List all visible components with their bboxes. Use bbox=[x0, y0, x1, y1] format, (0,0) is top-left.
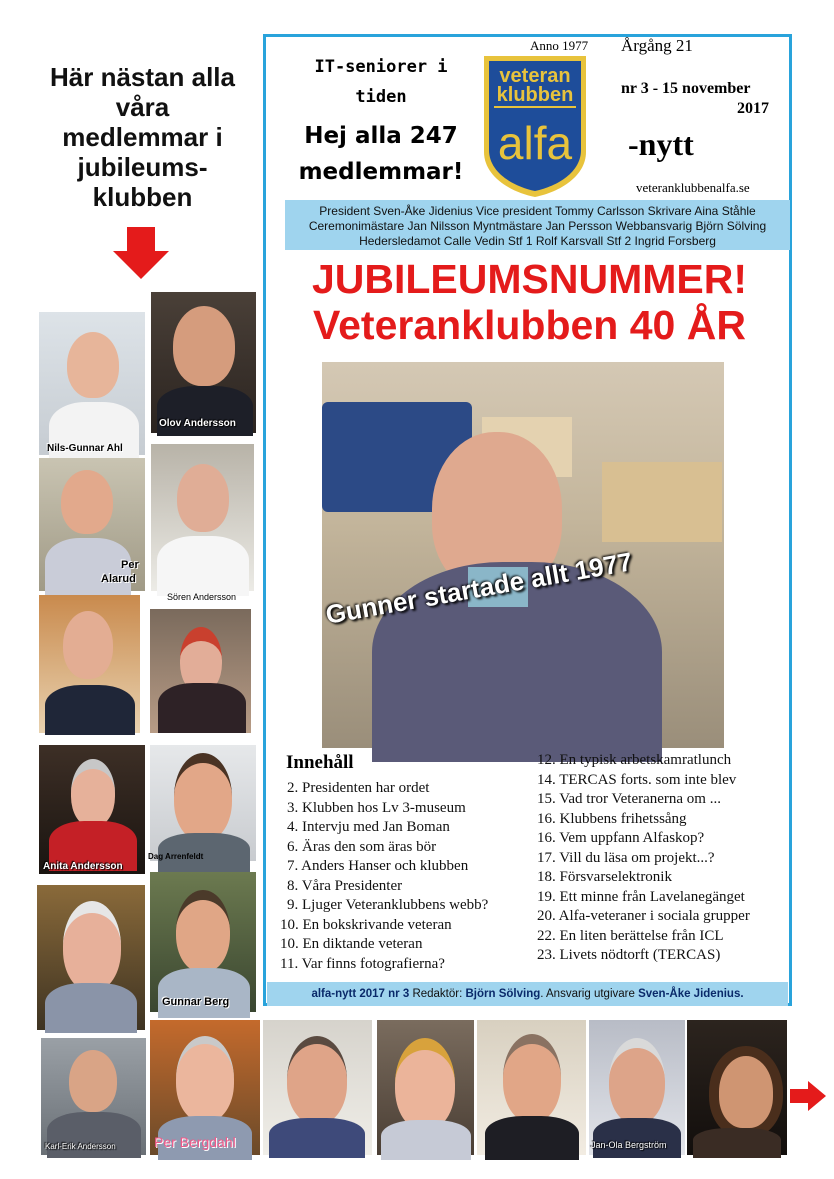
nytt-title: -nytt bbox=[628, 126, 694, 162]
toc-item[interactable]: 22. En liten berättelse från ICL bbox=[537, 927, 724, 944]
footer-publication: alfa-nytt 2017 nr 3 bbox=[311, 988, 410, 1000]
tagline bbox=[296, 52, 466, 112]
toc-item[interactable]: 8. Våra Presidenter bbox=[287, 877, 403, 894]
member-photo bbox=[39, 595, 140, 733]
left-title-line: Här nästan alla bbox=[50, 62, 235, 92]
member-photo bbox=[150, 1020, 260, 1155]
toc-item[interactable]: 14. TERCAS forts. som inte blev bbox=[537, 771, 737, 788]
member-photo bbox=[377, 1020, 474, 1155]
greeting bbox=[287, 118, 475, 190]
headline bbox=[265, 256, 794, 348]
greeting-line: medlemmar! bbox=[298, 159, 464, 185]
toc-item[interactable]: 10. En diktande veteran bbox=[280, 936, 423, 952]
board-line: President Sven-Åke Jidenius Vice president Tommy Carlsson Skrivare Aina Ståhle bbox=[319, 204, 756, 218]
photo-caption: Sören Andersson bbox=[167, 592, 237, 602]
logo-text: klubben bbox=[496, 84, 574, 106]
member-photo bbox=[39, 312, 145, 455]
footer-band: alfa-nytt 2017 nr 3 Redaktör: Björn Sölving. Ansvarig utgivare Sven-Åke Jidenius. bbox=[267, 982, 788, 1006]
photo-caption: Gunnar Berg bbox=[162, 996, 230, 1008]
toc-item[interactable]: 10. En bokskrivande veteran bbox=[280, 916, 452, 933]
toc-item[interactable]: 16. Vem uppfann Alfaskop? bbox=[537, 830, 705, 846]
photo-caption: Nils-Gunnar Ahl bbox=[47, 443, 123, 454]
anno: Anno 1977 bbox=[530, 38, 589, 53]
footer-editor-label: Redaktör: bbox=[412, 988, 463, 1000]
member-photo bbox=[589, 1020, 685, 1155]
toc-item[interactable]: 9. Ljuger Veteranklubbens webb? bbox=[287, 897, 489, 913]
member-photo bbox=[477, 1020, 586, 1155]
photo-caption: Per bbox=[121, 559, 139, 571]
left-title-line: jubileums- bbox=[77, 152, 208, 182]
member-photo bbox=[151, 292, 256, 433]
board-members bbox=[285, 200, 790, 250]
toc-item[interactable]: 3. Klubben hos Lv 3-museum bbox=[287, 799, 466, 816]
issue-year: 2017 bbox=[737, 100, 769, 117]
toc-item[interactable]: 2. Presidenten har ordet bbox=[287, 780, 430, 796]
tagline-line: tiden bbox=[355, 87, 407, 107]
toc-item[interactable]: 6. Äras den som äras bör bbox=[287, 838, 437, 855]
toc-item[interactable]: 23. Livets nödtorft (TERCAS) bbox=[537, 947, 721, 963]
member-photo bbox=[263, 1020, 372, 1155]
headline-line: Veteranklubben 40 ÅR bbox=[313, 302, 746, 348]
board-line: Hedersledamot Calle Vedin Stf 1 Rolf Karsvall Stf 2 Ingrid Forsberg bbox=[359, 234, 716, 248]
photo-caption: Olov Andersson bbox=[159, 418, 236, 429]
toc-list-right bbox=[537, 751, 750, 966]
member-photo bbox=[150, 609, 251, 733]
headline-line: JUBILEUMSNUMMER! bbox=[311, 256, 748, 302]
toc-heading: Innehåll bbox=[286, 752, 354, 773]
toc-item[interactable]: 7. Anders Hanser och klubben bbox=[287, 858, 469, 874]
toc-list-left bbox=[280, 779, 488, 974]
toc-item[interactable]: 11. Var finns fotografierna? bbox=[280, 955, 445, 972]
main-photo-caption: Gunner startade allt 1977 bbox=[323, 546, 635, 630]
member-photo bbox=[39, 745, 145, 874]
member-photo bbox=[150, 745, 256, 861]
veteranklubben-alfa-logo bbox=[480, 54, 590, 199]
logo-text: alfa bbox=[497, 117, 573, 169]
footer-responsible-label: Ansvarig utgivare bbox=[546, 988, 635, 1000]
photo-caption: Per Bergdahl bbox=[154, 1134, 236, 1150]
member-photo bbox=[150, 872, 256, 1012]
footer-responsible: Sven-Åke Jidenius. bbox=[638, 988, 744, 1000]
argang: Årgång 21 bbox=[621, 36, 693, 55]
right-arrow-icon bbox=[790, 1081, 826, 1111]
member-photo bbox=[687, 1020, 787, 1155]
board-line: Ceremonimästare Jan Nilsson Myntmästare Jan Persson Webbansvarig Björn Sölving bbox=[308, 219, 767, 233]
photo-caption: Alarud bbox=[101, 573, 136, 585]
left-title-line: klubben bbox=[92, 182, 193, 212]
toc-item[interactable]: 19. Ett minne från Lavelanegänget bbox=[537, 888, 745, 905]
footer-editor: Björn Sölving bbox=[465, 988, 541, 1000]
toc-item[interactable]: 18. Försvarselektronik bbox=[537, 869, 672, 885]
member-photo bbox=[37, 885, 145, 1030]
photo-caption: Dag Arrenfeldt bbox=[148, 852, 204, 861]
toc-item[interactable]: 12. En typisk arbetskamratlunch bbox=[537, 752, 732, 768]
member-photo bbox=[39, 458, 145, 591]
issue-number: nr 3 - 15 november bbox=[621, 80, 751, 97]
photo-caption: Jan-Ola Bergström bbox=[591, 1140, 667, 1150]
tagline-line: IT-seniorer i bbox=[314, 57, 448, 77]
website-link[interactable]: veteranklubbenalfa.se bbox=[636, 180, 750, 195]
toc-item[interactable]: 17. Vill du läsa om projekt...? bbox=[537, 849, 715, 866]
toc-item[interactable]: 16. Klubbens frihetssång bbox=[537, 810, 687, 827]
down-arrow-icon bbox=[113, 227, 169, 279]
toc-item[interactable]: 4. Intervju med Jan Boman bbox=[287, 819, 450, 835]
member-photo bbox=[151, 444, 254, 602]
photo-caption: Anita Andersson bbox=[43, 861, 123, 872]
greeting-line: Hej alla 247 bbox=[304, 123, 458, 149]
toc-item[interactable]: 15. Vad tror Veteranerna om ... bbox=[537, 791, 721, 807]
left-title bbox=[30, 62, 255, 212]
logo-text: veteran bbox=[499, 65, 571, 87]
photo-caption: Karl-Erik Andersson bbox=[45, 1142, 116, 1151]
member-photo bbox=[41, 1038, 146, 1155]
left-title-line: våra bbox=[115, 92, 170, 122]
toc-item[interactable]: 20. Alfa-veteraner i sociala grupper bbox=[537, 908, 750, 924]
left-title-line: medlemmar i bbox=[62, 122, 223, 152]
